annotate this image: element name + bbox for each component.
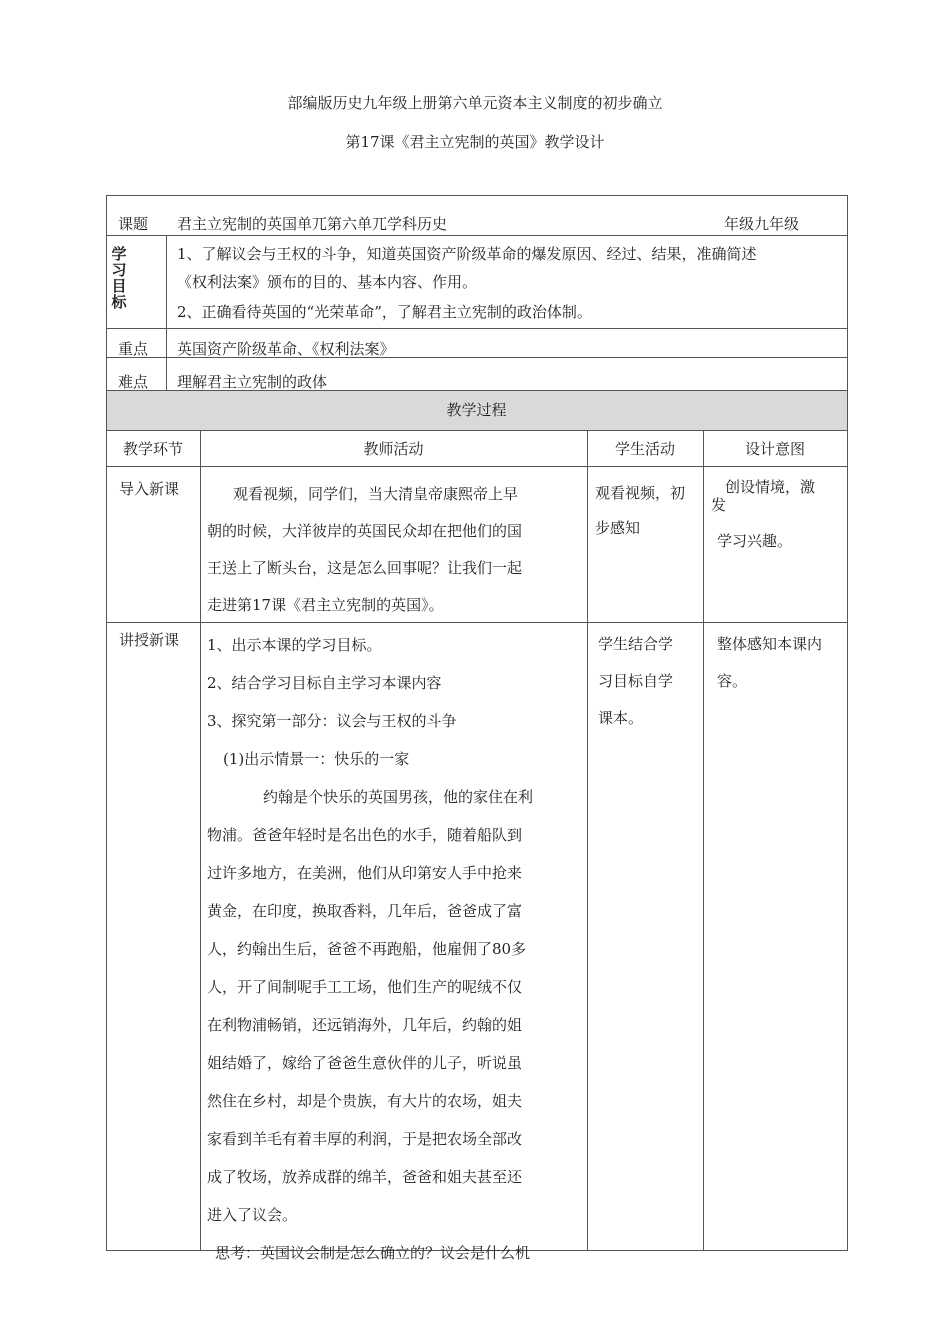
intro-student-line: 步感知 (595, 519, 641, 537)
lesson-teacher-line: 然住在乡村，却是个贵族，有大片的农场，姐夫 (207, 1092, 523, 1110)
difficulty-value: 理解君主立宪制的政体 (177, 373, 328, 391)
intro-stage: 导入新课 (119, 480, 180, 498)
document-title: 部编版历史九年级上册第六单元资本主义制度的初步确立 (287, 94, 663, 112)
objective-2: 2、正确看待英国的“光荣革命”，了解君主立宪制的政治体制。 (177, 303, 592, 321)
intro-student-activity (595, 476, 685, 546)
lesson-student-line: 习目标自学 (598, 672, 674, 690)
intro-teacher-activity (207, 476, 522, 624)
objectives-label: 学习目标 (111, 245, 127, 311)
intro-teacher-line: 观看视频，同学们，当大清皇帝康熙帝上早 (233, 485, 519, 503)
column-intent: 设计意图 (744, 440, 805, 458)
intro-student-line: 观看视频，初 (595, 484, 686, 502)
lesson-teacher-line: 进入了议会。 (207, 1206, 298, 1224)
objective-1-line2: 《权利法案》颁布的目的、基本内容、作用。 (177, 273, 478, 291)
lesson-stage: 讲授新课 (119, 631, 180, 649)
lesson-teacher-line: 在利物浦畅销，还远销海外，几年后，约翰的姐 (207, 1016, 523, 1034)
lesson-teacher-activity (207, 626, 533, 1272)
lesson-teacher-line: (1)出示情景一：快乐的一家 (223, 750, 410, 768)
lesson-teacher-line: 成了牧场，放养成群的绵羊，爸爸和姐夫甚至还 (207, 1168, 523, 1186)
lesson-student-activity (598, 626, 673, 737)
lesson-teacher-line: 黄金，在印度，换取香料，几年后，爸爸成了富 (207, 902, 523, 920)
lesson-teacher-line: 姐结婚了，嫁给了爸爸生意伙伴的儿子，听说虽 (207, 1054, 523, 1072)
lesson-teacher-line: 过许多地方，在美洲，他们从印第安人手中抢来 (207, 864, 523, 882)
lesson-intent-line: 容。 (717, 672, 748, 690)
column-stage: 教学环节 (122, 440, 183, 458)
lesson-teacher-line: 3、探究第一部分：议会与王权的斗争 (207, 712, 457, 730)
lesson-teacher-line: 物浦。爸爸年轻时是名出色的水手，随着船队到 (207, 826, 523, 844)
column-teacher: 教师活动 (363, 440, 424, 458)
process-heading: 教学过程 (446, 401, 507, 419)
lesson-student-line: 课本。 (598, 709, 644, 727)
intro-design-intent (711, 478, 815, 550)
lesson-intent-line: 整体感知本课内 (717, 635, 823, 653)
intro-teacher-line: 走进第17课《君主立宪制的英国》。 (207, 596, 444, 614)
lesson-title: 第17课《君主立宪制的英国》教学设计 (345, 133, 605, 151)
lesson-teacher-line: 家看到羊毛有着丰厚的利润，于是把农场全部改 (207, 1130, 523, 1148)
difficulty-label: 难点 (118, 373, 149, 391)
key-label: 重点 (118, 340, 149, 358)
intro-intent-line: 发 (711, 496, 727, 514)
intro-teacher-line: 王送上了断头台，这是怎么回事呢？让我们一起 (207, 559, 523, 577)
intro-intent-line: 创设情境，激 (725, 478, 816, 496)
intro-teacher-line: 朝的时候，大洋彼岸的英国民众却在把他们的国 (207, 522, 523, 540)
lesson-teacher-line: 思考：英国议会制是怎么确立的？议会是什么机 (215, 1244, 531, 1262)
lesson-teacher-line: 1、出示本课的学习目标。 (207, 636, 382, 654)
lesson-teacher-line: 人，约翰出生后，爸爸不再跑船，他雇佣了80多 (207, 940, 527, 958)
lesson-teacher-line: 2、结合学习目标自主学习本课内容 (207, 674, 442, 692)
lesson-student-line: 学生结合学 (598, 635, 674, 653)
objective-1-line1: 1、了解议会与王权的斗争，知道英国资产阶级革命的爆发原因、经过、结果，准确简述 (177, 245, 757, 263)
key-value: 英国资产阶级革命、《权利法案》 (177, 340, 395, 358)
grade-value: 年级九年级 (724, 215, 800, 233)
lesson-teacher-line: 人，开了间制呢手工工场，他们生产的呢绒不仅 (207, 978, 523, 996)
intro-intent-line: 学习兴趣。 (717, 532, 793, 550)
column-student: 学生活动 (614, 440, 675, 458)
lesson-design-intent (717, 626, 822, 700)
topic-value: 君主立宪制的英国单兀第六单兀学科历史 (177, 215, 448, 233)
lesson-teacher-line: 约翰是个快乐的英国男孩，他的家住在利 (263, 788, 534, 806)
topic-label: 课题 (118, 215, 149, 233)
